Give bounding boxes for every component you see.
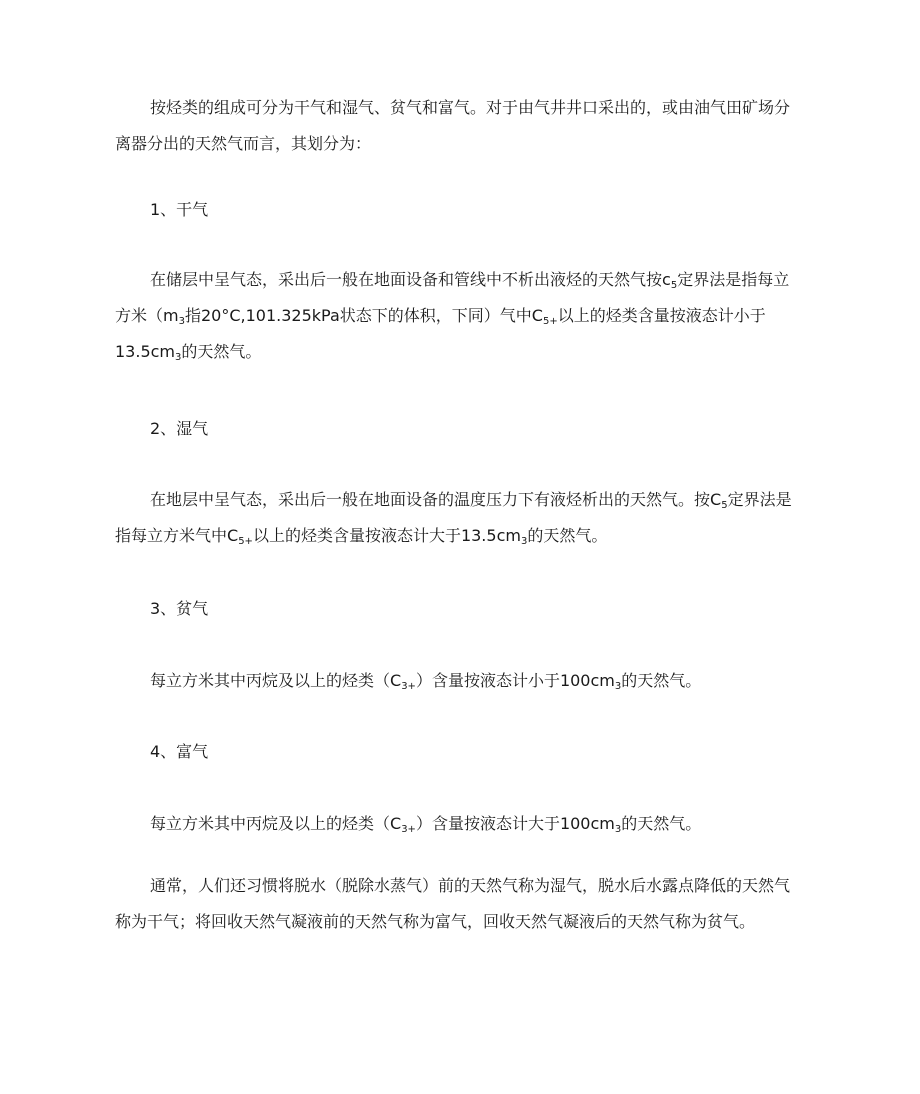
- section-heading-rich-gas: 4、富气: [150, 742, 209, 761]
- subscript: 3+: [401, 681, 416, 692]
- text-span: 定界法是指每立方米气中: [115, 490, 792, 545]
- closing-paragraph: [115, 868, 805, 940]
- subscript: 3: [520, 536, 528, 547]
- formula-c5plus: C: [227, 526, 239, 545]
- text-span: 指20°C,101.325kPa状态下的体积，下同）气中: [184, 306, 532, 325]
- closing-text: 通常，人们还习惯将脱水（脱除水蒸气）前的天然气称为湿气，脱水后水露点降低的天然气称为干气；将回收天然气凝液前的天然气称为富气，回收天然气凝液后的天然气称为贫气。: [115, 876, 791, 931]
- formula-c5: C: [710, 490, 722, 509]
- section-heading-dry-gas: 1、干气: [150, 200, 209, 219]
- text-span: 在储层中呈气态，采出后一般在地面设备和管线中不析出液烃的天然气按: [150, 270, 663, 289]
- formula-c5plus: C: [531, 306, 543, 325]
- lean-gas-paragraph: [115, 663, 805, 699]
- text-span: 每立方米其中丙烷及以上的烃类（: [150, 671, 391, 690]
- text-span: 每立方米其中丙烷及以上的烃类（: [150, 814, 391, 833]
- text-span: 的天然气。: [527, 526, 608, 545]
- subscript: 3+: [401, 824, 416, 835]
- subscript: 5: [721, 500, 728, 511]
- subscript: 3: [178, 316, 185, 327]
- subscript: 5+: [542, 316, 558, 327]
- rich-gas-paragraph: [115, 806, 805, 842]
- text-span: 以上的烃类含量按液态计小于13.5cm: [115, 306, 766, 361]
- section-heading-lean-gas: 3、贫气: [150, 599, 209, 618]
- formula-c5: c: [662, 270, 671, 289]
- text-span: 在地层中呈气态，采出后一般在地面设备的温度压力下有液烃析出的天然气。按: [150, 490, 711, 509]
- section-heading-wet-gas: 2、湿气: [150, 419, 209, 438]
- text-span: 的天然气。: [621, 671, 702, 690]
- text-span: ）含量按液态计小于100cm: [415, 671, 615, 690]
- text-span: ）含量按液态计大于100cm: [415, 814, 615, 833]
- text-span: 以上的烃类含量按液态计大于13.5cm: [252, 526, 521, 545]
- text-span: 定界法是指每立方米（: [115, 270, 790, 325]
- subscript: 5: [670, 280, 678, 291]
- subscript: 3: [614, 824, 622, 835]
- unit-m3: m: [163, 306, 179, 325]
- text-span: 的天然气。: [181, 342, 262, 361]
- subscript: 3: [614, 681, 622, 692]
- intro-paragraph: [115, 90, 805, 162]
- intro-text: 按烃类的组成可分为干气和湿气、贫气和富气。对于由气井井口采出的，或由油气田矿场分离器分出的天然气而言，其划分为：: [115, 98, 791, 153]
- subscript: 5+: [238, 536, 253, 547]
- subscript: 3: [175, 352, 182, 363]
- wet-gas-paragraph: [115, 482, 805, 554]
- dry-gas-paragraph: [115, 262, 805, 370]
- text-span: 的天然气。: [621, 814, 702, 833]
- formula-c3plus: C: [390, 814, 402, 833]
- formula-c3plus: C: [390, 671, 402, 690]
